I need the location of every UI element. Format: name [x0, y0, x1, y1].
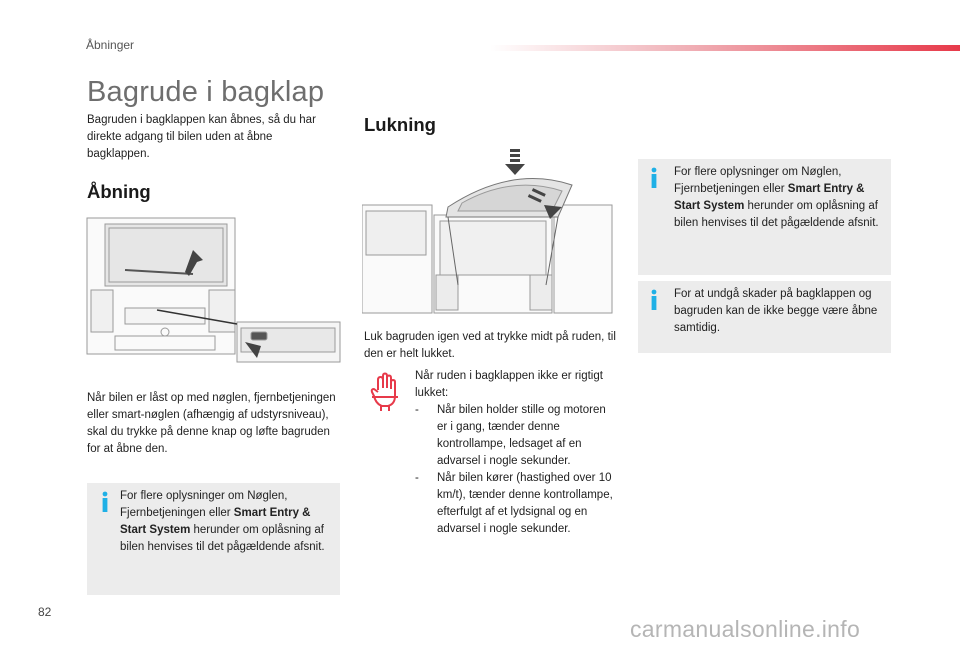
- list-item: [415, 402, 619, 470]
- side-info-box-1: [638, 159, 891, 275]
- info-icon: [646, 289, 662, 311]
- info-icon: [97, 491, 113, 513]
- side-info-text-1: [674, 164, 884, 232]
- warning-hand-icon: [370, 372, 400, 412]
- info-text-bold: Smart Entry & Start System: [120, 507, 311, 536]
- list-dash: -: [415, 472, 419, 484]
- list-item-text: Når bilen holder stille og motoren er i gang, tænder denne kontrollampe, ledsaget af en advarsel i nogle sekunder.: [437, 404, 606, 467]
- info-text-prefix: For flere oplysninger om Nøglen, Fjernbetjeningen eller: [120, 490, 288, 519]
- opening-info-text: [120, 488, 332, 556]
- warning-content: [415, 368, 619, 538]
- info-icon: [646, 167, 662, 189]
- list-dash: -: [415, 404, 419, 416]
- side-info-text-2: For at undgå skader på bagklappen og bagruden kan de ikke begge være åbne samtidig.: [674, 288, 878, 334]
- van-rear-window-opening-drawing: [85, 212, 342, 367]
- list-item-text: Når bilen kører (hastighed over 10 km/t), tænder denne kontrollampe, efterfulgt af et lydsignal og en advarsel i nogle sekunder.: [437, 472, 613, 535]
- opening-text: Når bilen er låst op med nøglen, fjernbetjeningen eller smart-nøglen (afhængig af udstyrsniveau), skal du trykke på denne knap og løfte bagruden for at åbne den.: [87, 392, 336, 455]
- info-text-bold: Smart Entry & Start System: [674, 183, 865, 212]
- closing-illustration: [362, 145, 618, 315]
- warning-list: [415, 402, 619, 538]
- closing-warning-box: [364, 370, 624, 550]
- info-text-suffix: herunder om oplåsning af bilen henvises til det pågældende afsnit.: [674, 200, 879, 229]
- section-label: Åbninger: [86, 38, 135, 52]
- watermark: carmanualsonline.info: [630, 616, 861, 642]
- page-number: 82: [38, 605, 52, 619]
- closing-text: Luk bagruden igen ved at trykke midt på ruden, til den er helt lukket.: [364, 331, 616, 360]
- info-text-suffix: herunder om oplåsning af bilen henvises til det pågældende afsnit.: [120, 524, 325, 553]
- list-item: [415, 470, 619, 538]
- van-rear-window-closing-drawing: [362, 145, 618, 315]
- warning-intro: Når ruden i bagklappen ikke er rigtigt lukket:: [415, 370, 603, 399]
- closing-heading: Lukning: [364, 114, 436, 135]
- opening-illustration: [85, 212, 342, 367]
- opening-info-box: [87, 483, 340, 595]
- opening-heading: Åbning: [87, 181, 151, 202]
- intro-text: Bagruden i bagklappen kan åbnes, så du har direkte adgang til bilen uden at åbne bagklappen.: [87, 114, 316, 160]
- side-info-box-2: [638, 281, 891, 353]
- info-text-prefix: For flere oplysninger om Nøglen, Fjernbetjeningen eller: [674, 166, 842, 195]
- header-accent-bar: [490, 45, 960, 51]
- page-title: Bagrude i bagklap: [87, 76, 325, 108]
